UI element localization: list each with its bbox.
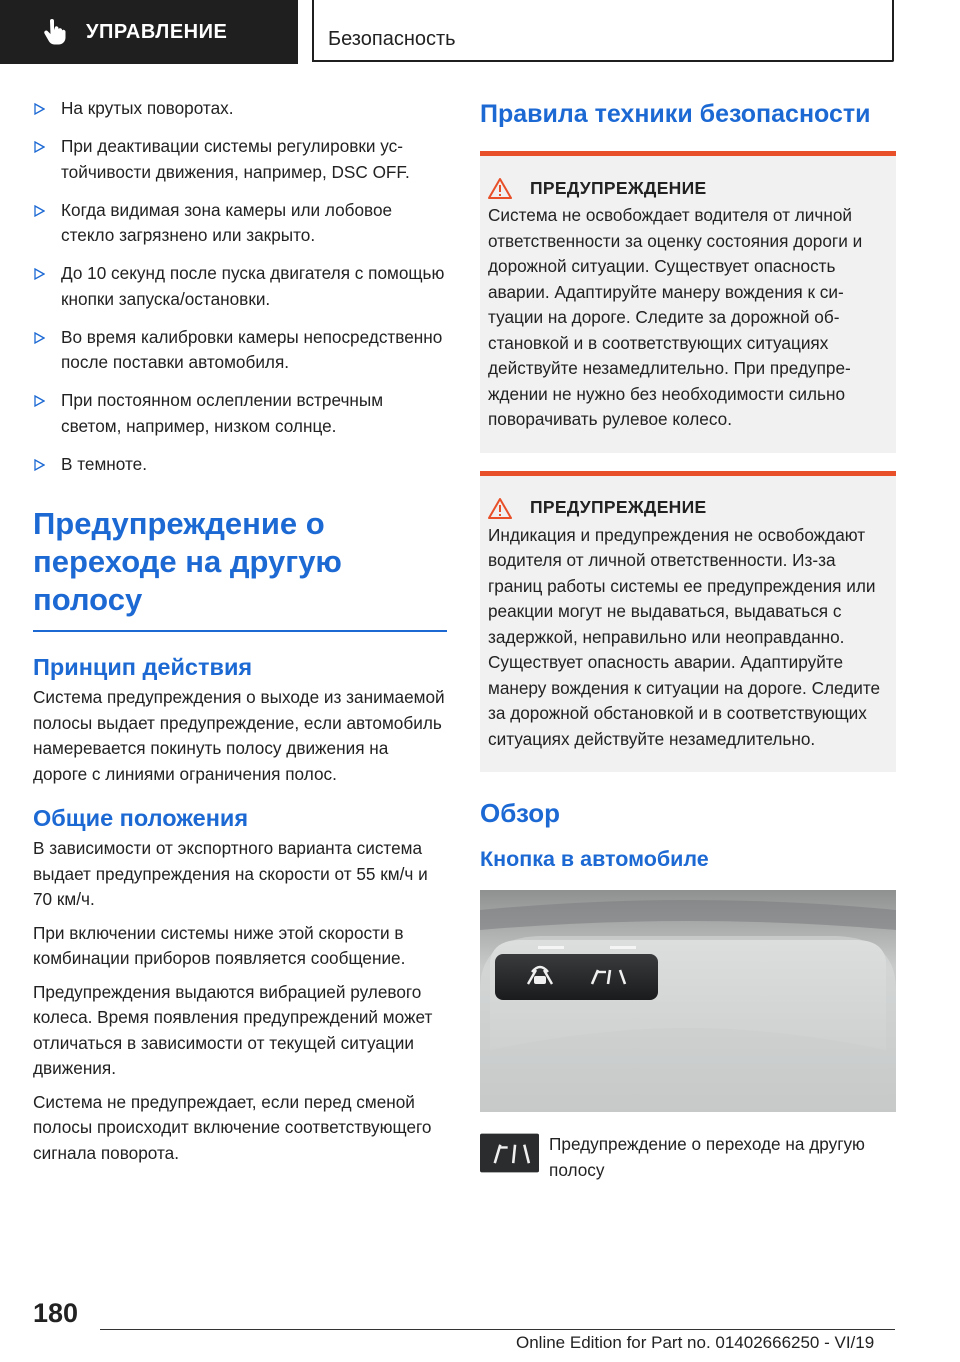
principle-text: Система предупреждения о выходе из занимаемой полосы выдает предупреждение, если автомобиль намеревается покинуть полосу движения на дороге с линиями ограничения полос. (33, 687, 445, 784)
triangle-bullet-icon (33, 205, 45, 217)
list-item: Во время калибровки камеры непосредственно после поставки автомобиля. (33, 325, 447, 376)
lane-departure-warning-icon (480, 1132, 539, 1174)
chapter-tab[interactable] (312, 0, 894, 62)
triangle-bullet-icon (33, 268, 45, 280)
list-item: При деактивации системы регулировки устойчивости движения, например, DSC OFF. (33, 134, 447, 185)
section-tab[interactable] (0, 0, 298, 64)
right-column (480, 100, 896, 1183)
left-column (33, 96, 447, 1174)
general-heading: Общие положения (33, 805, 249, 831)
list-item: При постоянном ослеплении встречным светом, например, низком солнце. (33, 388, 447, 439)
general-paragraph: Предупреждения выдаются вибрацией рулевого колеса. Время появления предупреждений может отличаться в зависимости от текущей ситуации движения. (33, 981, 433, 1078)
warning-text: Система не освобождает водителя от личной ответственности за оценку состояния дороги и дорожной ситуации. Существует опасность аварии. Адаптируйте манеру вождения к ситуации на дороге. Следите за дорожной обстановкой и в соответствующих ситуациях действуйте незамедлительно. При предупреждении не нужно без необходимости сильно поворачивать рулевое колесо. (488, 205, 863, 429)
general-paragraph: В зависимости от экспортного варианта система выдает предупреждения на скорости от 55 км/ч и 70 км/ч. (33, 838, 428, 909)
footer-divider (100, 1329, 895, 1330)
safety-heading: Правила техники безопасности (480, 100, 871, 128)
general-paragraph: Система не предупреждает, если перед сменой полосы происходит включение соответствующего сигнала поворота. (33, 1091, 432, 1163)
button-photo (480, 890, 896, 1112)
list-item: На крутых поворотах. (33, 96, 447, 122)
triangle-bullet-icon (33, 332, 45, 344)
list-item: До 10 секунд после пуска двигателя с помощью кнопки запуска/остановки. (33, 261, 447, 312)
footer-edition: Online Edition for Part no. 01402666250 - VI/19 (516, 1333, 875, 1352)
chapter-label: Безопасность (328, 28, 456, 50)
triangle-bullet-icon (33, 395, 45, 407)
list-item: В темноте. (33, 452, 447, 478)
triangle-bullet-icon (33, 141, 45, 153)
general-paragraph: При включении системы ниже этой скорости в комбинации приборов появляется сообщение. (33, 922, 406, 968)
overview-heading: Обзор (480, 798, 560, 828)
triangle-bullet-icon (33, 103, 45, 115)
warning-text: Индикация и предупреждения не освобождают водителя от личной ответственности. Из-за границ работы системы ее предупреждения или реакции могут не выдаваться, выдаваться с задержкой, неправильно или неоправданно. Существует опасность аварии. Адаптируйте манеру вождения к ситуации на дороге. Следите за дорожной обстановкой и в соответствующих ситуациях действуйте незамедлительно. (488, 524, 881, 749)
warning-bar (480, 151, 896, 156)
warning-box (480, 471, 896, 773)
photo-caption (480, 1132, 896, 1183)
condition-list (33, 96, 447, 477)
heading-divider (33, 630, 447, 632)
principle-heading: Принцип действия (33, 654, 253, 680)
warning-label: ПРЕДУПРЕЖДЕНИЕ (530, 497, 707, 517)
warning-label: ПРЕДУПРЕЖДЕНИЕ (530, 177, 707, 198)
page-number: 180 (33, 1298, 79, 1328)
section-label: УПРАВЛЕНИЕ (86, 20, 228, 43)
warning-bar (480, 471, 896, 476)
warning-triangle-icon (488, 177, 512, 199)
button-heading: Кнопка в автомобиле (480, 847, 709, 871)
hand-pointer-icon (40, 17, 70, 47)
triangle-bullet-icon (33, 459, 45, 471)
warning-box (480, 151, 896, 453)
warning-triangle-icon (488, 497, 512, 519)
caption-text: Предупреждение о переходе на другую полосу (549, 1134, 865, 1180)
list-item: Когда видимая зона камеры или лобовое стекло загрязнено или закрыто. (33, 198, 447, 249)
page-heading: Предупреждение о переходе на другую полосу (33, 506, 342, 617)
